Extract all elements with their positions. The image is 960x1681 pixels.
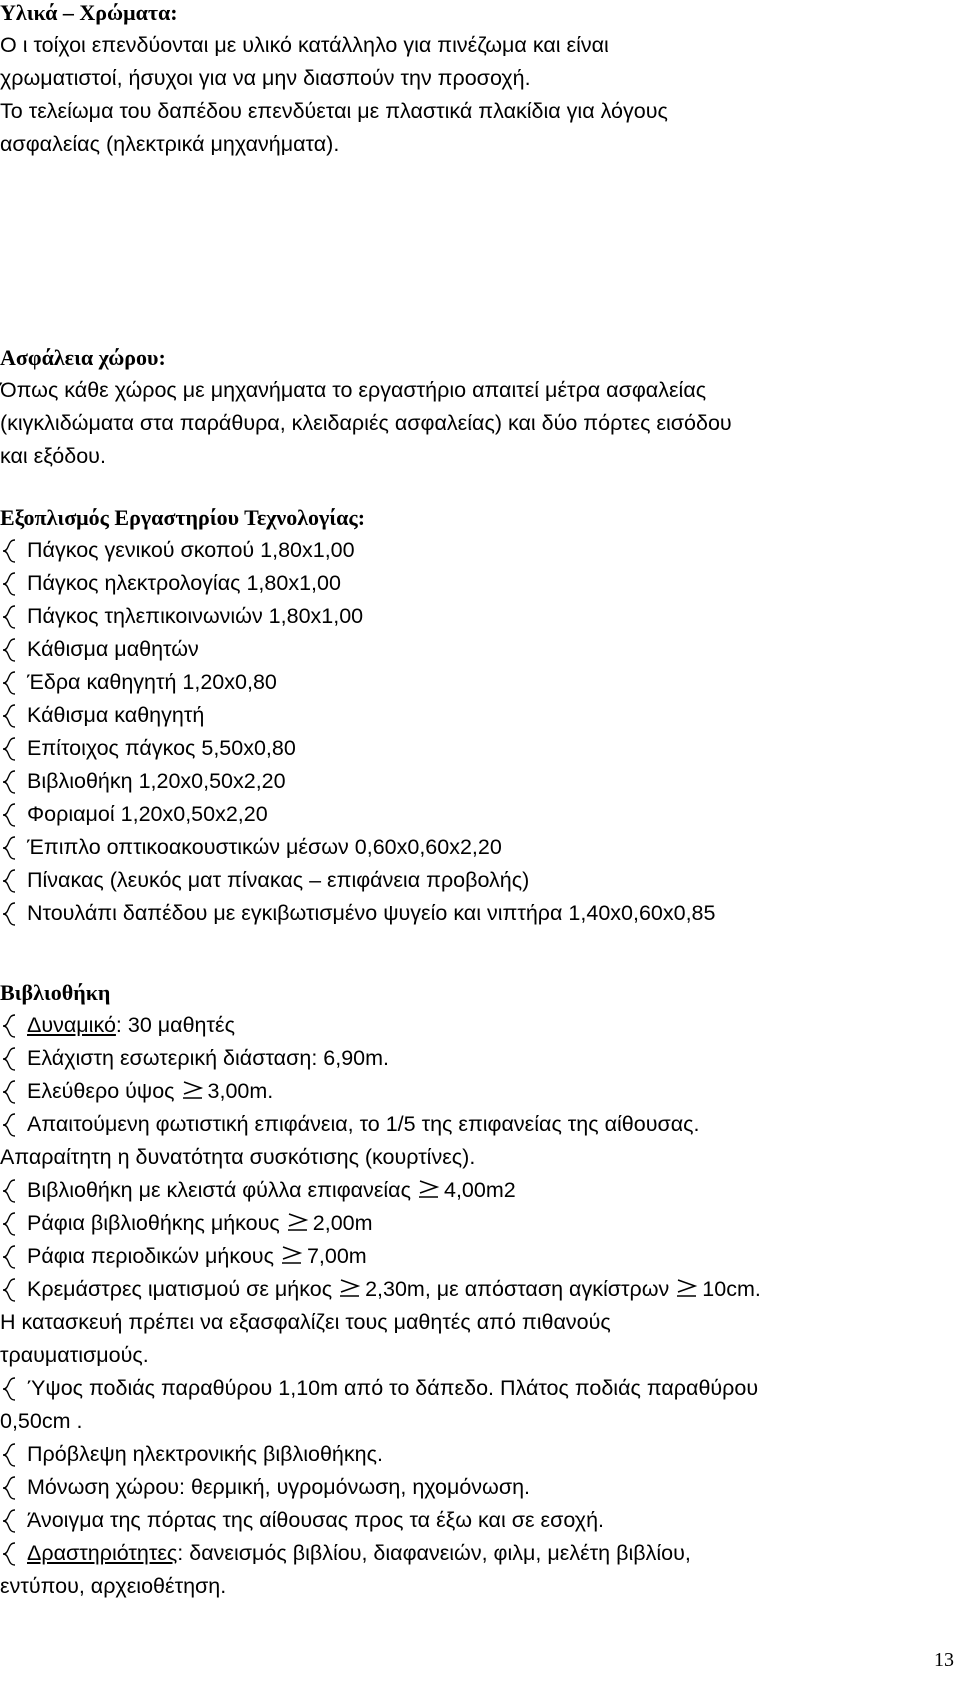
- list-item: Βιβλιοθήκη 1,20x0,50x2,20: [0, 765, 950, 798]
- capacity-label: Δυναμικό: [27, 1013, 116, 1037]
- safety-section: [0, 341, 950, 473]
- list-item: Απαραίτητη η δυνατότητα συσκότισης (κουρτίνες).: [0, 1145, 476, 1169]
- list-item: Ελεύθερο ύψος 3,00m.: [0, 1075, 950, 1108]
- bullet-icon: [2, 704, 16, 728]
- list-item: Έπιπλο οπτικοακουστικών μέσων 0,60x0,60x2,20: [0, 831, 950, 864]
- bullet-icon: [2, 1542, 16, 1566]
- bullet-icon: [2, 1443, 16, 1467]
- list-item: Πάγκος τηλεπικοινωνιών 1,80x1,00: [0, 600, 950, 633]
- bullet-icon: [2, 1212, 16, 1236]
- list-item: Ράφια περιοδικών μήκους 7,00m: [0, 1240, 950, 1273]
- bullet-icon: [2, 869, 16, 893]
- list-item: Πρόβλεψη ηλεκτρονικής βιβλιοθήκης.: [0, 1438, 950, 1471]
- equipment-section: [0, 501, 950, 930]
- bullet-icon: [2, 1113, 16, 1137]
- bullet-icon: [2, 737, 16, 761]
- bullet-icon: [2, 803, 16, 827]
- greater-equal-icon: [284, 1212, 310, 1232]
- bullet-icon: [2, 572, 16, 596]
- equipment-heading: Εξοπλισμός Εργαστηρίου Τεχνολογίας:: [0, 505, 366, 530]
- bullet-icon: [2, 1278, 16, 1302]
- bullet-icon: [2, 1377, 16, 1401]
- list-item: 0,50cm .: [0, 1409, 83, 1433]
- bullet-icon: [2, 1014, 16, 1038]
- list-item: Δραστηριότητες: δανεισμός βιβλίου, διαφανειών, φιλμ, μελέτη βιβλίου,: [0, 1537, 950, 1570]
- list-item: Πίνακας (λευκός ματ πίνακας – επιφάνεια προβολής): [0, 864, 950, 897]
- list-item: Βιβλιοθήκη με κλειστά φύλλα επιφανείας 4,00m2: [0, 1174, 950, 1207]
- list-item: Πάγκος γενικού σκοπού 1,80x1,00: [0, 534, 950, 567]
- bullet-icon: [2, 770, 16, 794]
- bullet-icon: [2, 836, 16, 860]
- list-item: Ράφια βιβλιοθήκης μήκους 2,00m: [0, 1207, 950, 1240]
- list-item: Φοριαμοί 1,20x0,50x2,20: [0, 798, 950, 831]
- materials-line: χρωματιστοί, ήσυχοι για να μην διασπούν την προσοχή.: [0, 66, 531, 90]
- safety-line: και εξόδου.: [0, 444, 106, 468]
- page-number: 13: [934, 1649, 954, 1671]
- list-item: Έδρα καθηγητή 1,20x0,80: [0, 666, 950, 699]
- bullet-icon: [2, 671, 16, 695]
- library-heading: Βιβλιοθήκη: [0, 980, 111, 1005]
- library-section: [0, 976, 950, 1603]
- list-item: Ύψος ποδιάς παραθύρου 1,10m από το δάπεδο. Πλάτος ποδιάς παραθύρου: [0, 1372, 950, 1405]
- list-item: Ελάχιστη εσωτερική διάσταση: 6,90m.: [0, 1042, 950, 1075]
- list-item: Άνοιγμα της πόρτας της αίθουσας προς τα έξω και σε εσοχή.: [0, 1504, 950, 1537]
- list-item: Πάγκος ηλεκτρολογίας 1,80x1,00: [0, 567, 950, 600]
- bullet-icon: [2, 1047, 16, 1071]
- materials-section: [0, 0, 950, 161]
- bullet-icon: [2, 1245, 16, 1269]
- greater-equal-icon: [336, 1278, 362, 1298]
- safety-line: (κιγκλιδώματα στα παράθυρα, κλειδαριές ασφαλείας) και δύο πόρτες εισόδου: [0, 411, 732, 435]
- materials-line: Το τελείωμα του δαπέδου επενδύεται με πλαστικά πλακίδια για λόγους: [0, 99, 668, 123]
- bullet-icon: [2, 1179, 16, 1203]
- list-item: Δυναμικό: 30 μαθητές: [0, 1009, 950, 1042]
- list-item: Κάθισμα μαθητών: [0, 633, 950, 666]
- list-item: Μόνωση χώρου: θερμική, υγρομόνωση, ηχομόνωση.: [0, 1471, 950, 1504]
- list-item: τραυματισμούς.: [0, 1343, 149, 1367]
- materials-line: Ο ι τοίχοι επενδύονται με υλικό κατάλληλο για πινέζωμα και είναι: [0, 33, 609, 57]
- list-item: Κάθισμα καθηγητή: [0, 699, 950, 732]
- list-item: Κρεμάστρες ιματισμού σε μήκος 2,30m, με απόσταση αγκίστρων 10cm.: [0, 1273, 950, 1306]
- bullet-icon: [2, 539, 16, 563]
- greater-equal-icon: [415, 1179, 441, 1199]
- materials-line: ασφαλείας (ηλεκτρικά μηχανήματα).: [0, 132, 340, 156]
- safety-line: Όπως κάθε χώρος με μηχανήματα το εργαστήριο απαιτεί μέτρα ασφαλείας: [0, 378, 707, 402]
- materials-heading: Υλικά – Χρώματα:: [0, 0, 178, 25]
- list-item: Η κατασκευή πρέπει να εξασφαλίζει τους μαθητές από πιθανούς: [0, 1310, 611, 1334]
- equipment-list: [0, 534, 950, 930]
- bullet-icon: [2, 1509, 16, 1533]
- bullet-icon: [2, 902, 16, 926]
- activities-label: Δραστηριότητες: [27, 1541, 178, 1565]
- list-item: εντύπου, αρχειοθέτηση.: [0, 1574, 227, 1598]
- greater-equal-icon: [673, 1278, 699, 1298]
- bullet-icon: [2, 1080, 16, 1104]
- bullet-icon: [2, 1476, 16, 1500]
- greater-equal-icon: [278, 1245, 304, 1265]
- list-item: Ντουλάπι δαπέδου με εγκιβωτισμένο ψυγείο και νιπτήρα 1,40x0,60x0,85: [0, 897, 950, 930]
- list-item: Επίτοιχος πάγκος 5,50x0,80: [0, 732, 950, 765]
- bullet-icon: [2, 638, 16, 662]
- list-item: Απαιτούμενη φωτιστική επιφάνεια, το 1/5 της επιφανείας της αίθουσας.: [0, 1108, 950, 1141]
- greater-equal-icon: [179, 1080, 205, 1100]
- library-list: [0, 1009, 950, 1603]
- bullet-icon: [2, 605, 16, 629]
- safety-heading: Ασφάλεια χώρου:: [0, 345, 166, 370]
